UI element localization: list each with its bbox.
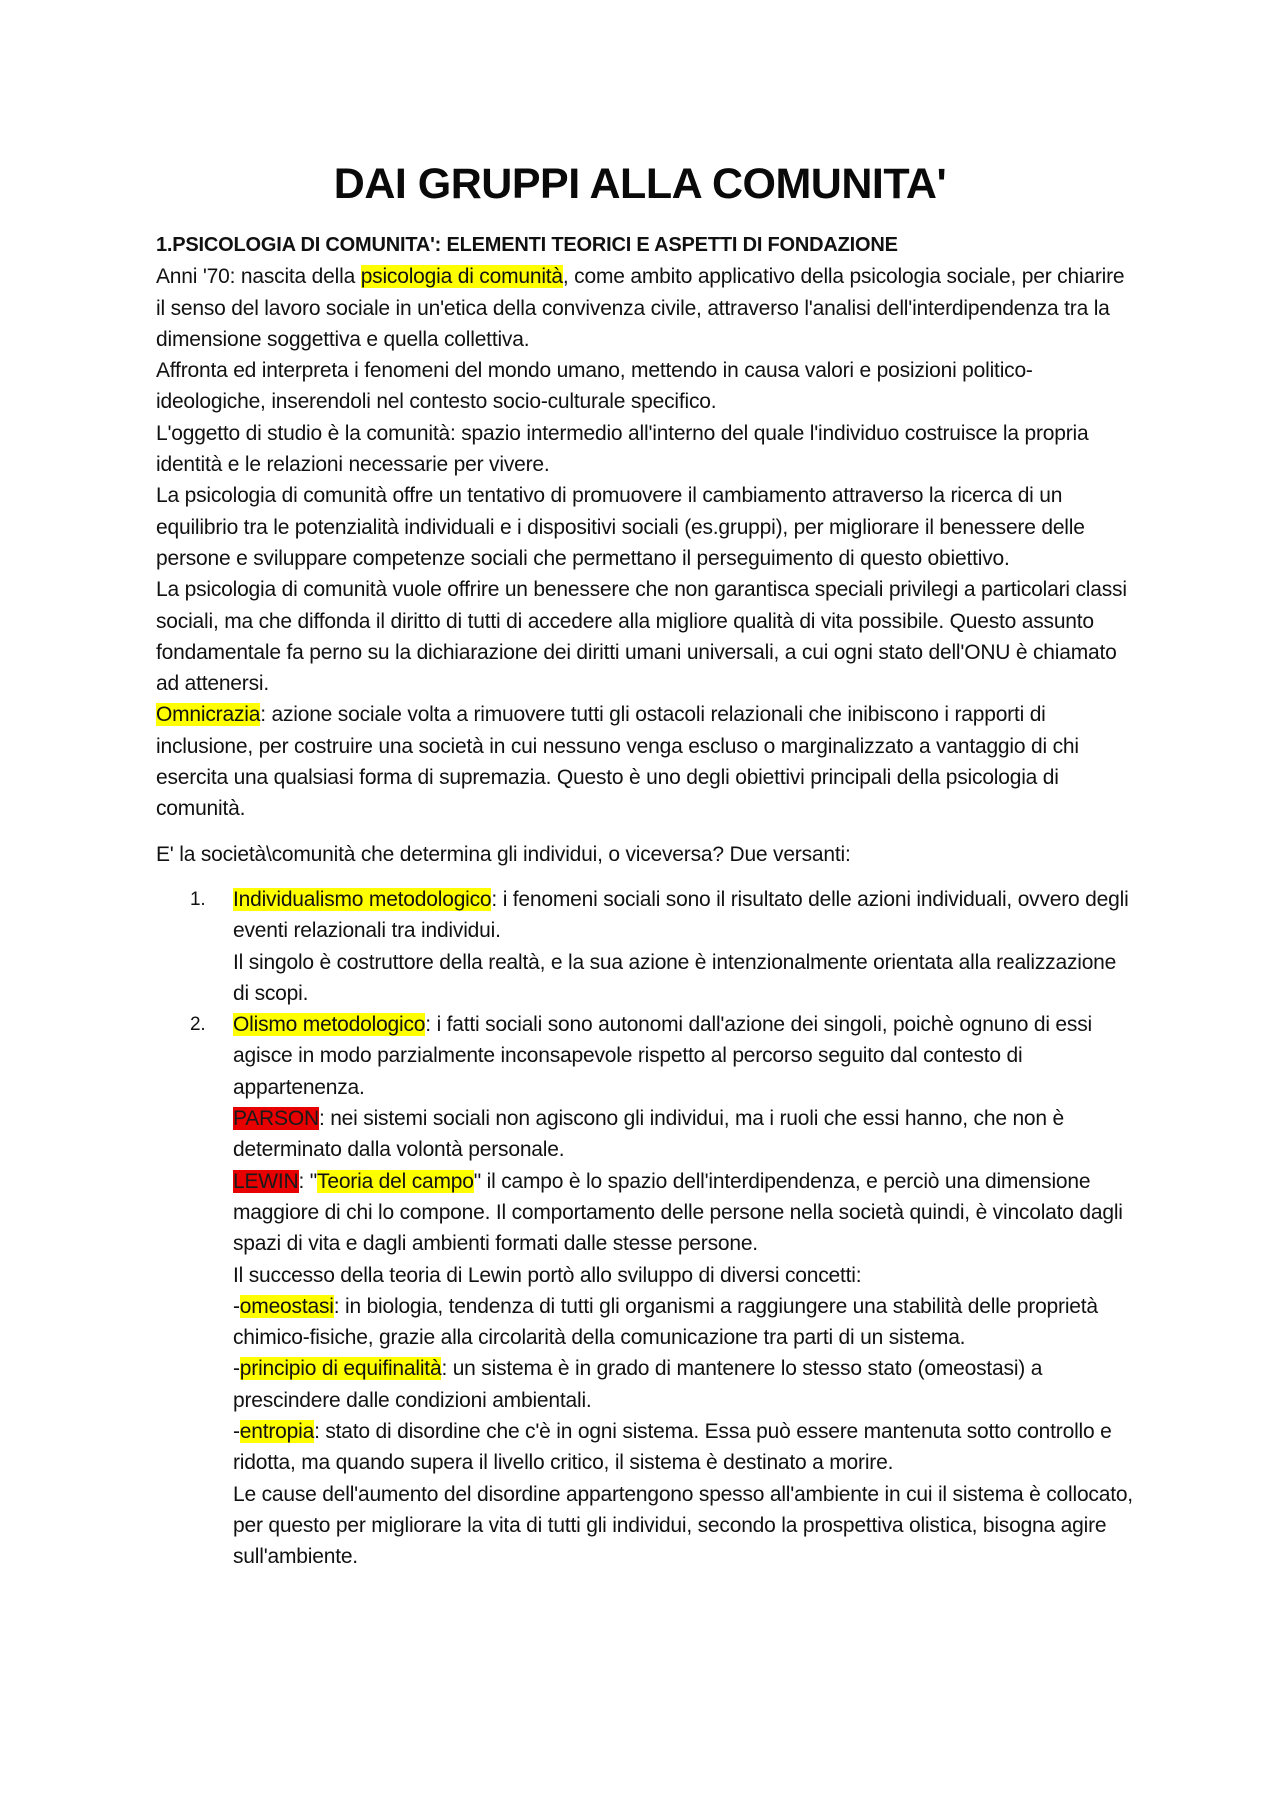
highlight-author: PARSON <box>233 1107 319 1131</box>
list-item-text: Il successo della teoria di Lewin portò allo sviluppo di diversi concetti: <box>233 1263 862 1287</box>
spacer <box>156 825 1136 839</box>
document-title: DAI GRUPPI ALLA COMUNITA' <box>333 160 947 208</box>
paragraph-3: L'oggetto di studio è la comunità: spazio intermedio all'interno del quale l'individuo costruisce la propria identità e le relazioni necessarie per vivere. <box>156 421 1089 477</box>
highlight-term: Olismo metodologico <box>233 1013 426 1037</box>
paragraph-text: , come ambito applicativo della psicologia sociale, per chiarire il senso del lavoro sociale in un'etica della convivenza civile, attraverso l'analisi dell'interdipendenza tra la dimensione soggettiva e quella collettiva. <box>156 265 1125 351</box>
paragraph-2: Affronta ed interpreta i fenomeni del mondo umano, mettendo in causa valori e posizioni politico-ideologiche, inserendoli nel contesto socio-culturale specifico. <box>156 359 1033 414</box>
highlight-term: entropia <box>239 1419 315 1443</box>
list-item-text: : un sistema è in grado di mantenere lo stesso stato (omeostasi) a prescindere dalle condizioni ambientali. <box>233 1357 1043 1412</box>
dash: - <box>233 1419 240 1443</box>
highlight-term: psicologia di comunità <box>360 265 563 289</box>
list-item <box>156 884 1136 1009</box>
list-item-text: Il singolo è costruttore della realtà, e la sua azione è intenzionalmente orientata alla realizzazione di scopi. <box>233 950 1117 1005</box>
highlight-term: Teoria del campo <box>317 1169 474 1193</box>
list-item-text: : " <box>298 1169 318 1193</box>
section-heading: 1.PSICOLOGIA DI COMUNITA': ELEMENTI TEORICI E ASPETTI DI FONDAZIONE <box>156 234 898 256</box>
list-item-text: : i fatti sociali sono autonomi dall'azione dei singoli, poichè ognuno di essi agisce in modo parzialmente inconsapevole rispetto al percorso seguito dal contesto di appartenenza. <box>233 1013 1092 1099</box>
highlight-term: principio di equifinalità <box>239 1357 442 1381</box>
paragraph-question: E' la società\comunità che determina gli individui, o viceversa? Due versanti: <box>156 842 851 866</box>
list-item-text: Le cause dell'aumento del disordine appartengono spesso all'ambiente in cui il sistema è collocato, per questo per migliorare la vita di tutti gli individui, secondo la prospettiva olistica, bisogna agire sull'ambiente. <box>233 1482 1133 1569</box>
list-number: 1. <box>190 888 206 910</box>
list-item-text: : nei sistemi sociali non agiscono gli individui, ma i ruoli che essi hanno, che non è determinato dalla volontà personale. <box>233 1107 1064 1162</box>
document-body <box>156 230 1136 1572</box>
paragraph-omnicrazia <box>156 699 1136 824</box>
highlight-term: Omnicrazia <box>156 703 261 727</box>
list-number: 2. <box>190 1014 206 1036</box>
list-item-text: : i fenomeni sociali sono il risultato delle azioni individuali, ovvero degli eventi relazionali tra individui. <box>233 887 1129 943</box>
paragraph-text: : azione sociale volta a rimuovere tutti gli ostacoli relazionali che inibiscono i rapporti di inclusione, per costruire una società in cui nessuno venga escluso o marginalizzato a vantaggio di chi esercita una qualsiasi forma di supremazia. Questo è uno degli obiettivi principali della psicologia di comunità. <box>156 703 1079 821</box>
highlight-term: Individualismo metodologico <box>233 887 492 911</box>
paragraph-5: La psicologia di comunità vuole offrire un benessere che non garantisca speciali privilegi a particolari classi sociali, ma che diffonda il diritto di tutti di accedere alla migliore qualità di vita possibile. Questo assunto fondamentale fa perno su la dichiarazione dei diritti umani universali, a cui ogni stato dell'ONU è chiamato ad attenersi. <box>156 578 1127 696</box>
highlight-term: omeostasi <box>239 1294 334 1318</box>
paragraph-4: La psicologia di comunità offre un tentativo di promuovere il cambiamento attraverso la ricerca di un equilibrio tra le potenzialità individuali e i dispositivi sociali (es.gruppi), per migliorare il benessere delle persone e sviluppare competenze sociali che permettano il perseguimento di questo obiettivo. <box>156 484 1085 570</box>
list-item-text: : stato di disordine che c'è in ogni sistema. Essa può essere mantenuta sotto controllo e ridotta, ma quando supera il livello critico, il sistema è destinato a morire. <box>233 1419 1112 1475</box>
list-item-text: " il campo è lo spazio dell'interdipendenza, e perciò una dimensione maggiore di chi lo compone. Il comportamento delle persone nella società quindi, è vincolato dagli spazi di vita e dagli ambienti formati dalle stesse persone. <box>233 1169 1123 1256</box>
dash: - <box>233 1294 240 1318</box>
list-item-text: : in biologia, tendenza di tutti gli organismi a raggiungere una stabilità delle proprietà chimico-fisiche, grazie alla circolarità della comunicazione tra parti di un sistema. <box>233 1294 1098 1350</box>
paragraph-text: Anni '70: nascita della <box>156 265 361 289</box>
numbered-list <box>156 884 1136 1573</box>
highlight-author: LEWIN <box>233 1169 299 1193</box>
dash: - <box>233 1357 240 1381</box>
list-item <box>156 1009 1136 1572</box>
paragraph-intro <box>156 261 1136 355</box>
